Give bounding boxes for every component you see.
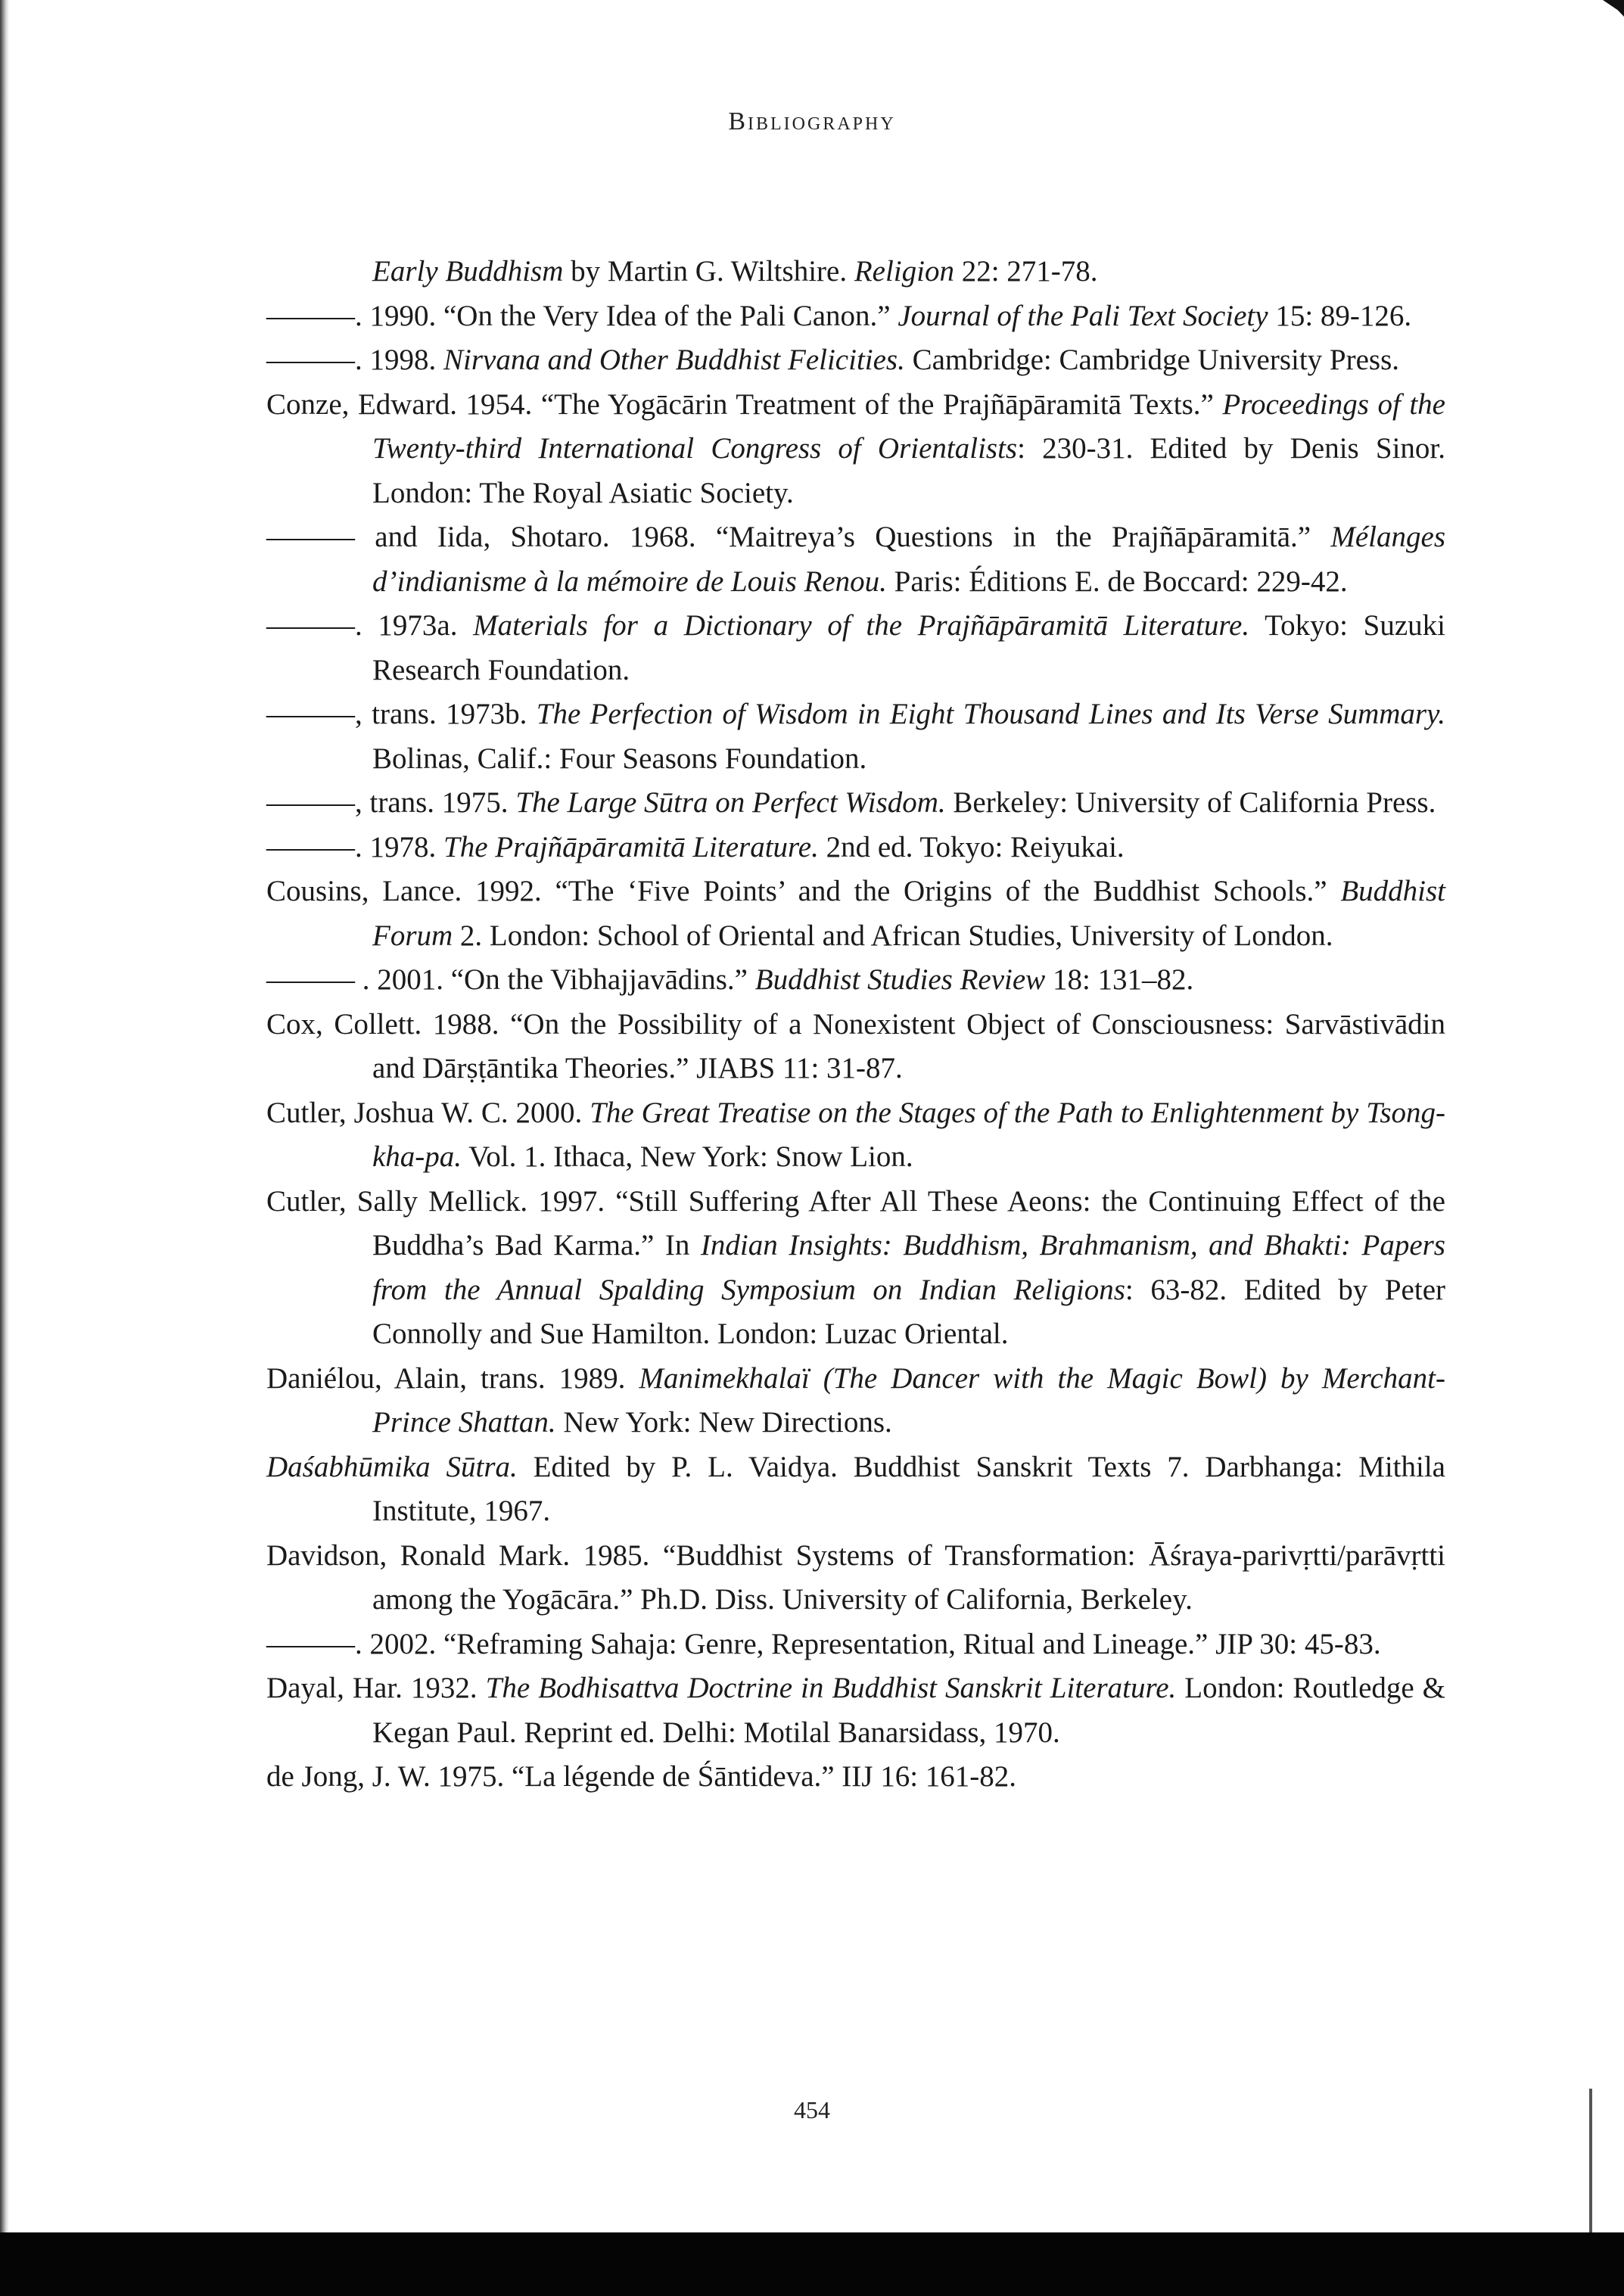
bib-text: Berkeley: University of California Press. xyxy=(945,786,1436,819)
bib-text: New York: New Directions. xyxy=(555,1406,892,1439)
bib-text: ———. 1990. “On the Very Idea of the Pali Canon.” xyxy=(266,299,898,332)
bib-text: 2nd ed. Tokyo: Reiyukai. xyxy=(818,830,1125,863)
bib-text: Dayal, Har. 1932. xyxy=(266,1672,486,1704)
bib-text: 15: 89-126. xyxy=(1268,299,1412,332)
bib-entry xyxy=(266,250,1445,294)
bib-entry xyxy=(266,1666,1445,1755)
bib-text: 18: 131–82. xyxy=(1045,963,1194,996)
bib-title: The Bodhisattva Doctrine in Buddhist Sanskrit Literature. xyxy=(485,1672,1177,1704)
bib-title: The Prajñāpāramitā Literature. xyxy=(443,830,819,863)
running-head-title: Bibliography xyxy=(728,107,896,135)
bib-text: 2. London: School of Oriental and African Studies, University of London. xyxy=(453,919,1333,952)
bib-text: Cutler, Joshua W. C. 2000. xyxy=(266,1096,590,1129)
bib-entry xyxy=(266,294,1445,339)
bib-text: Paris: Éditions E. de Boccard: 229-42. xyxy=(886,565,1348,598)
bib-entry xyxy=(266,1091,1445,1180)
bib-entry xyxy=(266,604,1445,692)
bib-entry xyxy=(266,870,1445,958)
bib-text: Cambridge: Cambridge University Press. xyxy=(904,344,1400,376)
bib-text: ———. 1978. xyxy=(266,830,443,863)
bib-entry xyxy=(266,1357,1445,1445)
bib-text: London: Routledge & Kegan Paul. Reprint ed. Delhi: Motilal Banarsidass, 1970. xyxy=(372,1672,1445,1749)
bib-title: Buddhist Studies Review xyxy=(754,963,1046,996)
bib-title: Journal of the Pali Text Society xyxy=(898,299,1268,332)
bib-entry xyxy=(266,1534,1445,1622)
bib-title: Mélanges d’indianisme à la mémoire de Louis Renou. xyxy=(372,521,1445,598)
bib-entry xyxy=(266,781,1445,826)
bib-text: ———, trans. 1973b. xyxy=(266,698,537,730)
bib-entry xyxy=(266,692,1445,781)
bib-text: ——— . 2001. “On the Vibhajjavādins.” xyxy=(266,963,755,996)
bib-text: Cutler, Sally Mellick. 1997. “Still Suffering After All These Aeons: the Continuing Effect of the Buddha’s Bad Karma.” In xyxy=(266,1184,1445,1262)
bib-entry xyxy=(266,383,1445,516)
bib-title: Indian Insights: Buddhism, Brahmanism, and Bhakti: Papers from the Annual Spalding Symposium on Indian Religions xyxy=(372,1229,1445,1306)
bib-entry xyxy=(266,826,1445,870)
bib-text: Tokyo: Suzuki Research Foundation. xyxy=(372,609,1445,686)
bib-text: ———. 1973a. xyxy=(266,609,474,642)
bib-title: Daśabhūmika Sūtra. xyxy=(266,1450,518,1483)
bib-text: Cousins, Lance. 1992. “The ‘Five Points’ and the Origins of the Buddhist Schools.” xyxy=(266,875,1341,907)
bib-title: Manimekhalaï (The Dancer with the Magic Bowl) by Merchant-Prince Shattan. xyxy=(372,1361,1445,1439)
scan-bottom-band xyxy=(0,2232,1624,2296)
bib-entry xyxy=(266,1755,1445,1800)
bib-text: ———. 1998. xyxy=(266,344,443,376)
bib-text: Bolinas, Calif.: Four Seasons Foundation. xyxy=(372,742,867,775)
bib-title: The Great Treatise on the Stages of the Path to Enlightenment by Tsong-kha-pa. xyxy=(372,1096,1445,1173)
bib-text: Edited by P. L. Vaidya. Buddhist Sanskrit Texts 7. Darbhanga: Mithila Institute, 1967. xyxy=(372,1450,1445,1527)
bib-text: de Jong, J. W. 1975. “La légende de Śāntideva.” IIJ 16: 161-82. xyxy=(266,1760,1017,1793)
bib-entry xyxy=(266,958,1445,1003)
bib-text: Davidson, Ronald Mark. 1985. “Buddhist Systems of Transformation: Āśraya-parivṛtti/parāvṛtti among the Yogācāra.” Ph.D. Diss. University of California, Berkeley. xyxy=(266,1538,1445,1616)
page-number: 454 xyxy=(794,2096,830,2123)
bib-text: 22: 271-78. xyxy=(954,255,1098,288)
bib-title: The Perfection of Wisdom in Eight Thousand Lines and Its Verse Summary. xyxy=(536,698,1445,730)
bib-entry xyxy=(266,1180,1445,1357)
bib-text: ———. 2002. “Reframing Sahaja: Genre, Representation, Ritual and Lineage.” JIP 30: 45-83. xyxy=(266,1627,1381,1660)
running-head xyxy=(0,107,1624,136)
bib-entry xyxy=(266,1622,1445,1667)
bib-title: The Large Sūtra on Perfect Wisdom. xyxy=(515,786,946,819)
bib-entry xyxy=(266,515,1445,604)
bib-title: Materials for a Dictionary of the Prajñāpāramitā Literature. xyxy=(473,609,1250,642)
bib-entry xyxy=(266,338,1445,383)
bib-title: Nirvana and Other Buddhist Felicities. xyxy=(443,344,905,376)
bib-text: : 230-31. Edited by Denis Sinor. London: The Royal Asiatic Society. xyxy=(372,432,1445,509)
bib-text: ———, trans. 1975. xyxy=(266,786,516,819)
scan-corner-mark xyxy=(1603,0,1624,17)
scan-left-edge xyxy=(0,0,9,2232)
bib-title: Early Buddhism xyxy=(372,255,564,288)
bib-text: Conze, Edward. 1954. “The Yogācārin Treatment of the Prajñāpāramitā Texts.” xyxy=(266,387,1223,421)
bib-text: Vol. 1. Ithaca, New York: Snow Lion. xyxy=(462,1140,913,1173)
bib-title: Buddhist Forum xyxy=(372,875,1445,952)
bib-title: Religion xyxy=(854,255,954,288)
bib-text: : 63-82. Edited by Peter Connolly and Sue Hamilton. London: Luzac Oriental. xyxy=(372,1273,1445,1350)
bib-entry xyxy=(266,1445,1445,1534)
bib-text: by Martin G. Wiltshire. xyxy=(563,255,854,288)
bib-entry xyxy=(266,1003,1445,1091)
bibliography-list xyxy=(266,250,1445,1800)
bib-text: Cox, Collett. 1988. “On the Possibility of a Nonexistent Object of Consciousness: Sarvāstivādin and Dārṣṭāntika Theories.” JIABS 11: 31-87. xyxy=(266,1007,1445,1084)
bib-text: Daniélou, Alain, trans. 1989. xyxy=(266,1361,639,1395)
bib-title: Proceedings of the Twenty-third International Congress of Orientalists xyxy=(372,387,1445,465)
bib-text: ——— and Iida, Shotaro. 1968. “Maitreya’s Questions in the Prajñāpāramitā.” xyxy=(266,521,1331,553)
